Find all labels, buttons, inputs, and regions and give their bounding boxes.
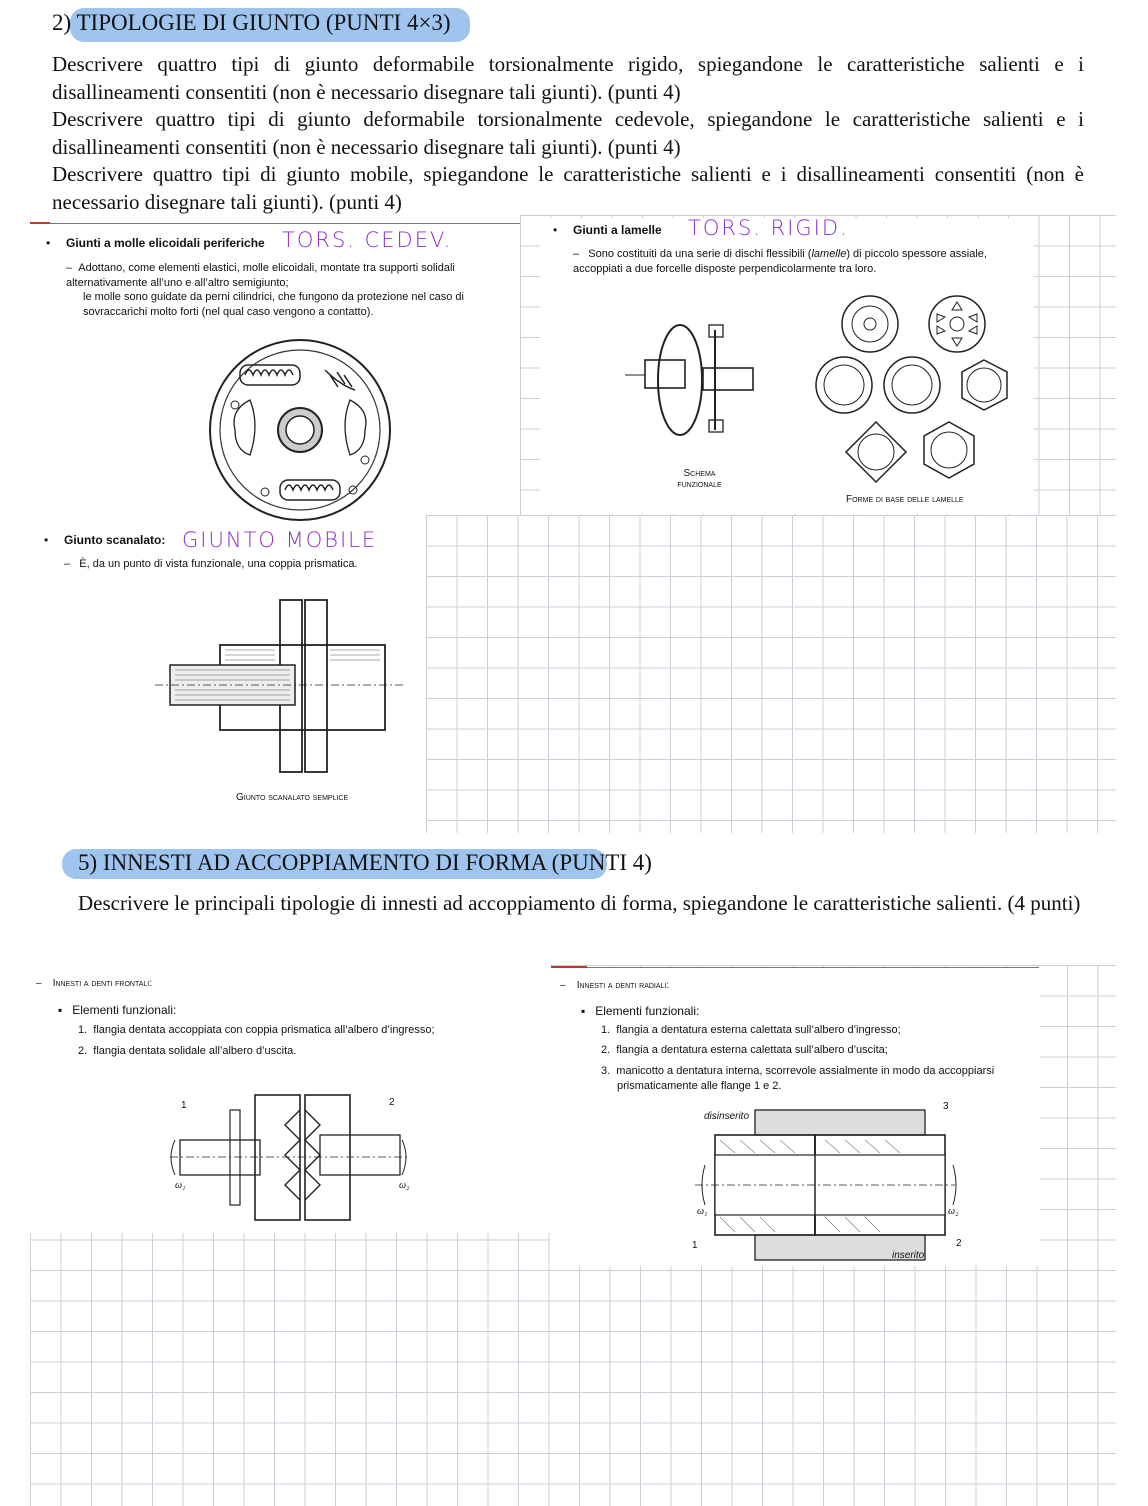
lamelle-text-em: lamelle	[811, 248, 847, 260]
molle-bullet: •	[46, 236, 51, 250]
lamelle-caption2: Forme di base delle lamelle	[846, 494, 964, 505]
scanalato-text-content: È, da un punto di vista funzionale, una coppia prismatica.	[79, 558, 358, 570]
molle-heading: Giunti a molle elicoidali periferiche	[66, 236, 265, 250]
lamelle-handnote: TORS. RIGID.	[688, 216, 849, 240]
molle-coupling-drawing	[205, 330, 395, 515]
scanalato-heading: Giunto scanalato:	[64, 533, 166, 547]
lamelle-heading: Giunti a lamelle	[573, 223, 662, 237]
section2-title: 2) TIPOLOGIE DI GIUNTO (PUNTI 4×3)	[52, 10, 451, 35]
frontali-sub-text: Elementi funzionali:	[72, 1003, 177, 1017]
section5-text: Descrivere le principali tipologie di innesti ad accoppiamento di forma, spiegandone le caratteristiche salienti. (4 punti)	[78, 891, 1081, 915]
radiali-item-2-text: flangia a dentatura esterna calettata sull’albero d’uscita;	[616, 1044, 888, 1056]
frontali-drawing	[170, 1090, 410, 1225]
scanalato-bullet: •	[44, 533, 49, 547]
lamelle-text-a: Sono costituiti da una serie di dischi flessibili (	[588, 248, 812, 260]
lamelle-forms-drawing	[812, 292, 1017, 487]
frontali-omega-2: ω₂	[399, 1180, 410, 1191]
grid-paper-middle	[426, 515, 1116, 833]
radiali-disinserito: disinserito	[704, 1111, 750, 1122]
section2-q2: Descrivere quattro tipi di giunto deformabile torsionalmente cedevole, spiegandone le caratteristiche salienti e i disallineamenti consentiti (non è necessario disegnare tali giunti). (punti 4)	[52, 107, 1084, 159]
lamelle-bullet: •	[553, 223, 558, 237]
frontali-item-2-text: flangia dentata solidale all’albero d’uscita.	[93, 1045, 297, 1057]
molle-text2: le molle sono guidate da perni cilindrici, che fungono da protezione nel caso di sovraccarichi molto forti (nel qual caso vengono a contatto).	[83, 291, 464, 318]
lamelle-text: – Sono costituiti da una serie di dischi flessibili (lamelle) di piccolo spessore assiale, accoppiati a due forcelle disposte perpendicolarmente tra loro.	[573, 248, 987, 275]
lamelle-caption1: Schema funzionale	[677, 468, 722, 490]
molle-handnote: TORS. CEDEV.	[282, 228, 453, 252]
radiali-divider	[587, 967, 1039, 968]
frontali-label-2: 2	[389, 1097, 395, 1108]
radiali-divider-red	[551, 966, 587, 968]
radiali-label-3: 3	[943, 1101, 949, 1112]
frontali-item-2: 2. flangia dentata solidale all’albero d’uscita.	[78, 1045, 297, 1057]
frontali-item-1: 1. flangia dentata accoppiata con coppia prismatica all’albero d’ingresso;	[78, 1024, 435, 1036]
radiali-omega-1: ω₁	[697, 1206, 708, 1217]
radiali-item-3: 3. manicotto a dentatura interna, scorrevole assialmente in modo da accoppiarsi prismaticamente alle flange 1 e 2.	[601, 1065, 995, 1092]
section2-q1: Descrivere quattro tipi di giunto deformabile torsionalmente rigido, spiegandone le caratteristiche salienti e i disallineamenti consentiti (non è necessario disegnare tali giunti). (punti 4)	[52, 52, 1084, 104]
radiali-omega-2: ω₂	[948, 1206, 959, 1217]
radiali-label-2: 2	[956, 1238, 962, 1249]
molle-text1-content: Adottano, come elementi elastici, molle elicoidali, montate tra supporti solidali alternativamente all’uno e all’altro semigiunto;	[66, 262, 455, 289]
frontali-label-1: 1	[181, 1100, 187, 1111]
frontali-item-1-text: flangia dentata accoppiata con coppia prismatica all’albero d’ingresso;	[93, 1024, 435, 1036]
molle-text1: – Adottano, come elementi elastici, molle elicoidali, montate tra supporti solidali alternativamente all’uno e all’altro semigiunto;	[66, 262, 455, 289]
section2-q3: Descrivere quattro tipi di giunto mobile, spiegandone le caratteristiche salienti e i disallineamenti consentiti (non è necessario disegnare tali giunti). (punti 4)	[52, 162, 1084, 214]
radiali-item-2: 2. flangia a dentatura esterna calettata sull’albero d’uscita;	[601, 1044, 888, 1056]
frontali-sub: ▪ Elementi funzionali:	[58, 1003, 177, 1017]
radiali-item-3-text: manicotto a dentatura interna, scorrevole assialmente in modo da accoppiarsi prismaticamente alle flange 1 e 2.	[616, 1065, 995, 1092]
frontali-heading: – Innesti a denti frontali:	[36, 978, 153, 989]
radiali-item-1: 1. flangia a dentatura esterna calettata sull’albero d’ingresso;	[601, 1024, 901, 1036]
radiali-drawing	[695, 1105, 955, 1265]
divider-left	[30, 222, 50, 224]
scanalato-drawing	[155, 595, 405, 780]
radiali-sub-text: Elementi funzionali:	[595, 1004, 700, 1018]
section5-title: 5) INNESTI AD ACCOPPIAMENTO DI FORMA (PUNTI 4)	[78, 850, 652, 875]
radiali-inserito: inserito	[892, 1250, 925, 1261]
radiali-item-1-text: flangia a dentatura esterna calettata sull’albero d’ingresso;	[616, 1024, 901, 1036]
radiali-sub: ▪ Elementi funzionali:	[581, 1004, 700, 1018]
lamelle-text-b: ) di piccolo spessore assiale, accoppiati a due forcelle disposte perpendicolarmente tra loro.	[573, 248, 987, 275]
frontali-omega-1: ω₁	[175, 1180, 186, 1191]
divider-line	[50, 223, 520, 224]
scanalato-caption: Giunto scanalato semplice	[236, 792, 349, 803]
radiali-heading: – Innesti a denti radiali:	[560, 980, 670, 991]
radiali-label-1: 1	[692, 1240, 698, 1251]
scanalato-text: – È, da un punto di vista funzionale, una coppia prismatica.	[64, 558, 358, 570]
frontali-heading-text: Innesti a denti frontali:	[52, 978, 153, 989]
lamelle-schema-drawing	[625, 320, 765, 450]
radiali-heading-text: Innesti a denti radiali:	[576, 980, 670, 991]
scanalato-handnote: GIUNTO MOBILE	[182, 528, 378, 552]
